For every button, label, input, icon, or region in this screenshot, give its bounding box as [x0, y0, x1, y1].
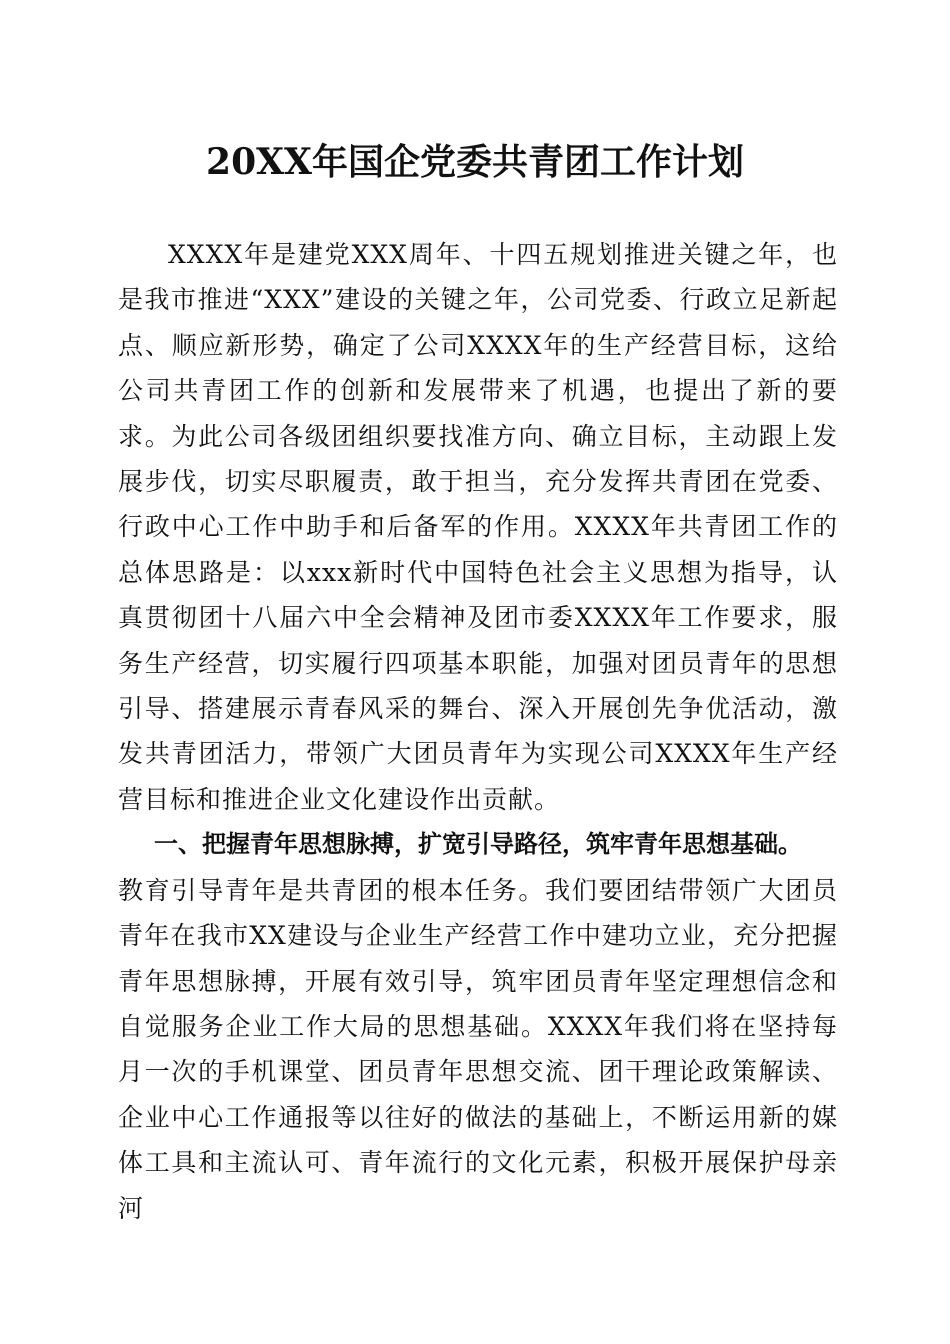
- intro-paragraph: XXXX年是建党XXX周年、十四五规划推进关键之年，也是我市推进“XXX”建设的关键之年，公司党委、行政立足新起点、顺应新形势，确定了公司XXXX年的生产经营目标，这给公司共青团工作的创新和发展带来了机遇，也提出了新的要求。为此公司各级团组织要找准方向、确立目标，主动跟上发展步伐，切实尽职履责，敢于担当，充分发挥共青团在党委、行政中心工作中助手和后备军的作用。XXXX年共青团工作的总体思路是：以xxx新时代中国特色社会主义思想为指导，认真贯彻团十八届六中全会精神及团市委XXXX年工作要求，服务生产经营，切实履行四项基本职能，加强对团员青年的思想引导、搭建展示青春风采的舞台、深入开展创先争优活动，激发共青团活力，带领广大团员青年为实现公司XXXX年生产经营目标和推进企业文化建设作出贡献。: [118, 240, 838, 814]
- section-1-paragraph: 教育引导青年是共青团的根本任务。我们要团结带领广大团员青年在我市XX建设与企业生产经营工作中建功立业，充分把握青年思想脉搏，开展有效引导，筑牢团员青年坚定理想信念和自觉服务企业工作大局的思想基础。XXXX年我们将在坚持每月一次的手机课堂、团员青年思想交流、团干理论政策解读、企业中心工作通报等以往好的做法的基础上，不断运用新的媒体工具和主流认可、青年流行的文化元素，积极开展保护母亲河: [118, 875, 838, 1223]
- document-title: 20XX年国企党委共青团工作计划: [206, 141, 744, 183]
- section-heading-1: 一、把握青年思想脉搏，扩宽引导路径，筑牢青年思想基础。: [154, 830, 802, 859]
- document-body: [118, 232, 838, 1231]
